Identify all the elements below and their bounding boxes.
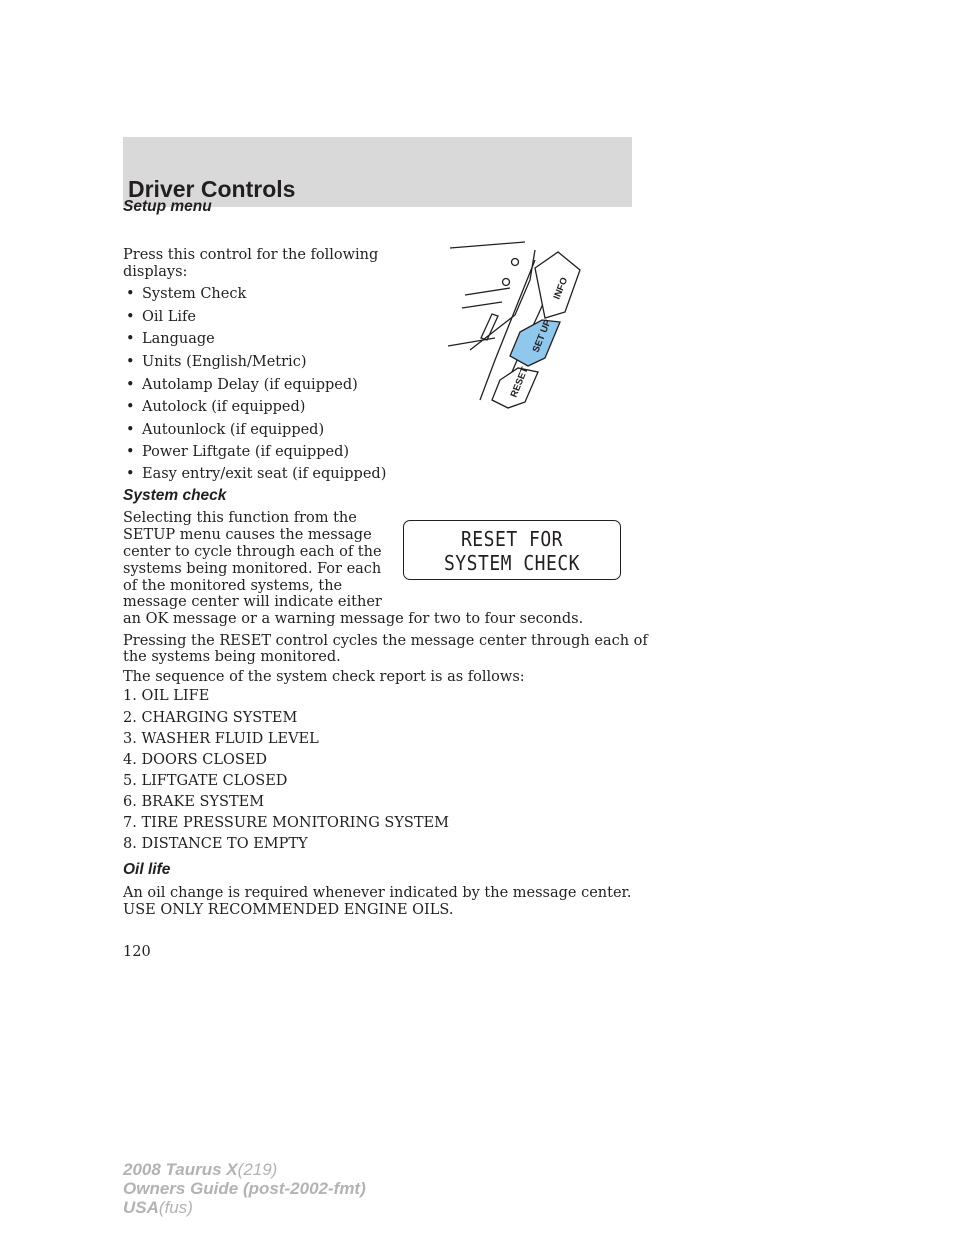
message-center-display [403, 520, 621, 580]
list-item: • Autolock (if equipped) [126, 399, 306, 415]
reset-label: RESET [508, 365, 531, 400]
setup-intro-line1: Press this control for the following [123, 247, 379, 263]
list-item: • Units (English/Metric) [126, 354, 307, 370]
list-item: 8. DISTANCE TO EMPTY [123, 836, 308, 852]
info-label: INFO [551, 275, 571, 302]
footer: 2008 Taurus X(219) Owners Guide (post-2002-fmt) USA(fus) [123, 1160, 366, 1217]
oil-life-heading: Oil life [123, 861, 171, 878]
reset-paragraph-line2: the systems being monitored. [123, 649, 341, 665]
sequence-intro: The sequence of the system check report is as follows: [123, 669, 525, 685]
display-line1: RESET FOR [460, 527, 564, 552]
list-item: • Autounlock (if equipped) [126, 422, 325, 438]
list-item: • Easy entry/exit seat (if equipped) [126, 466, 387, 482]
list-item: 2. CHARGING SYSTEM [123, 710, 298, 726]
page-number: 120 [123, 944, 151, 960]
list-item: 6. BRAKE SYSTEM [123, 794, 265, 810]
list-item: 5. LIFTGATE CLOSED [123, 773, 288, 789]
list-item: • Autolamp Delay (if equipped) [126, 377, 358, 393]
list-item: 7. TIRE PRESSURE MONITORING SYSTEM [123, 815, 449, 831]
list-item: 4. DOORS CLOSED [123, 752, 268, 768]
setup-intro-line2: displays: [123, 264, 188, 280]
section-title: Driver Controls [128, 176, 296, 202]
list-item: • Oil Life [126, 309, 196, 325]
setup-label: SET UP [530, 318, 554, 355]
steering-control-illustration [440, 240, 600, 415]
list-item: • Language [126, 331, 215, 347]
list-item: 1. OIL LIFE [123, 688, 210, 704]
oil-life-line2: USE ONLY RECOMMENDED ENGINE OILS. [123, 902, 454, 918]
list-item: 3. WASHER FLUID LEVEL [123, 731, 319, 747]
display-line2: SYSTEM CHECK [443, 551, 581, 576]
reset-paragraph-line1: Pressing the RESET control cycles the message center through each of [123, 633, 648, 649]
list-item: • System Check [126, 286, 247, 302]
setup-menu-heading: Setup menu [123, 198, 212, 215]
list-item: • Power Liftgate (if equipped) [126, 444, 350, 460]
oil-life-line1: An oil change is required whenever indicated by the message center. [123, 885, 632, 901]
system-check-heading: System check [123, 487, 227, 504]
